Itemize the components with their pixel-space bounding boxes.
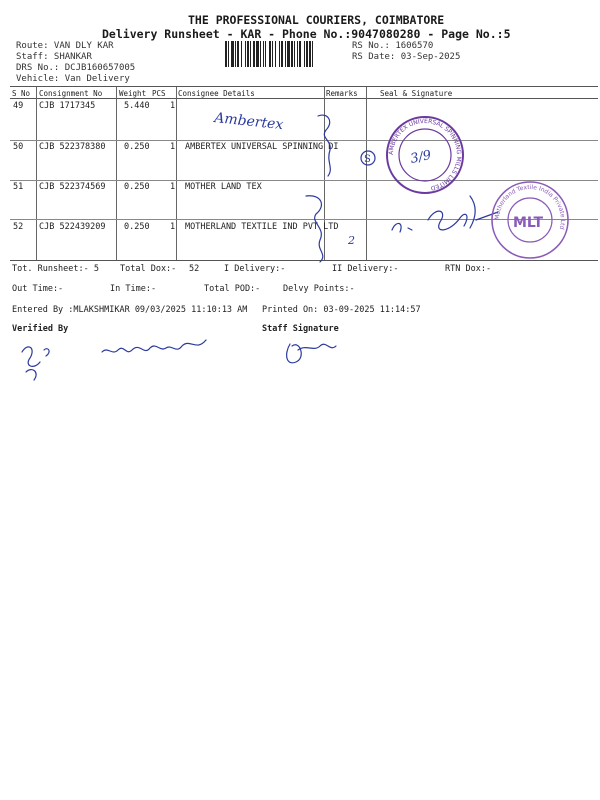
rtn-dox: RTN Dox:- — [445, 264, 492, 274]
rs-number: RS No.: 1606570 — [352, 41, 434, 51]
col-header-seal: Seal & Signature — [380, 89, 453, 98]
mlt-stamp-center: MLT — [513, 215, 544, 231]
row-consignee: AMBERTEX UNIVERSAL SPINNING DI — [185, 142, 339, 152]
col-header-consignment: Consignment No — [39, 89, 103, 98]
total-dox-label: Total Dox:- — [120, 264, 177, 274]
printed-on: Printed On: 03-09-2025 11:14:57 — [262, 305, 421, 315]
staff-signature — [287, 344, 336, 363]
handwritten-brace — [318, 115, 330, 176]
row-pcs: 1 — [170, 142, 176, 152]
row-pcs: 1 — [170, 101, 176, 111]
mlt-ring-text: Motherland Textile India Private Ltd — [493, 183, 567, 231]
runsheet-title: Delivery Runsheet - KAR - Phone No.:9047080280 - Page No.:5 — [102, 27, 511, 41]
col-header-sno: S No — [12, 89, 31, 98]
row-pcs: 1 — [170, 222, 176, 232]
total-dox-value: 52 — [189, 264, 200, 274]
mlt-stamp — [492, 182, 568, 258]
col-header-consignee: Consignee Details — [178, 89, 255, 98]
verified-by-label: Verified By — [12, 324, 69, 334]
handwritten-brace — [306, 196, 323, 262]
row-consignee: MOTHERLAND TEXTILE IND PVT LTD — [185, 222, 339, 232]
in-time: In Time:- — [110, 284, 157, 294]
row-consignment: CJB 522374569 — [39, 182, 106, 192]
row52-signature — [392, 196, 498, 232]
row-weight: 0.250 — [124, 142, 150, 152]
row-consignment: CJB 522378380 — [39, 142, 106, 152]
row-sno: 50 — [13, 142, 24, 152]
row-weight: 0.250 — [124, 222, 150, 232]
staff-signature-label: Staff Signature — [262, 324, 339, 334]
row-sno: 49 — [13, 101, 24, 111]
row-consignment: CJB 522439209 — [39, 222, 106, 232]
drs-label: DRS No.: DCJB160657005 — [16, 63, 136, 73]
out-time: Out Time:- — [12, 284, 64, 294]
staff-label: Staff: SHANKAR — [16, 52, 92, 62]
col-header-remarks: Remarks — [326, 89, 358, 98]
row-sno: 51 — [13, 182, 24, 192]
verified-signature — [22, 340, 206, 380]
handwritten-circle-letter: S — [364, 154, 371, 165]
row-consignee: MOTHER LAND TEX — [185, 182, 262, 192]
row-sno: 52 — [13, 222, 24, 232]
delvy-points: Delvy Points:- — [283, 284, 355, 294]
row-weight: 5.440 — [124, 101, 150, 111]
handwritten-mark: 2 — [348, 234, 355, 247]
rs-date: RS Date: 03-Sep-2025 — [352, 52, 461, 62]
handwritten-note: Amberteх — [213, 110, 285, 134]
ambertex-ring-text: AMBERTEX UNIVERSAL SPINNING MILLS LIMITED — [387, 117, 463, 192]
ambertex-stamp-date: 3/9 — [409, 147, 433, 167]
col-header-pcs: PCS — [152, 89, 166, 98]
i-delivery: I Delivery:- — [224, 264, 286, 274]
entered-by: Entered By :MLAKSHMIKAR 09/03/2025 11:10:13 AM — [12, 305, 248, 315]
route-label: Route: VAN DLY KAR — [16, 41, 114, 51]
ambertex-stamp — [387, 117, 463, 193]
ii-delivery: II Delivery:- — [332, 264, 399, 274]
row-pcs: 1 — [170, 182, 176, 192]
row-consignment: CJB 1717345 — [39, 101, 96, 111]
company-title: THE PROFESSIONAL COURIERS, COIMBATORE — [188, 13, 445, 27]
total-pod: Total POD:- — [204, 284, 261, 294]
col-header-weight: Weight — [119, 89, 147, 98]
vehicle-label: Vehicle: Van Delivery — [16, 74, 130, 84]
total-runsheet: Tot. Runsheet:- 5 — [12, 264, 99, 274]
row-weight: 0.250 — [124, 182, 150, 192]
